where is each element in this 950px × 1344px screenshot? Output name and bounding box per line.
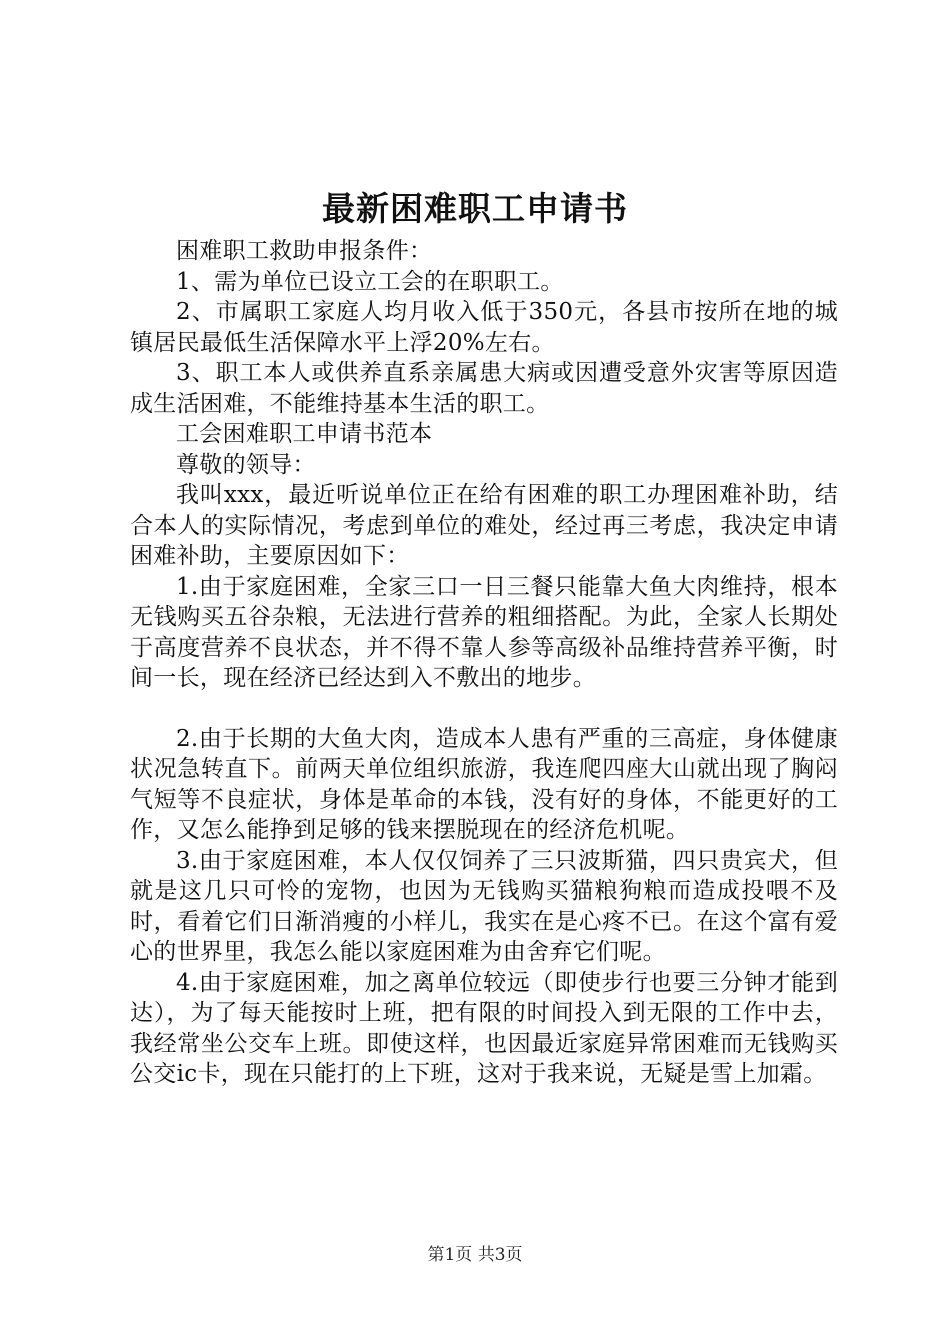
document-title: 最新困难职工申请书 [322,189,628,228]
paragraph-reason-3: 3.由于家庭困难，本人仅仅饲养了三只波斯猫，四只贵宾犬，但就是这几只可怜的宠物，也因为无钱购买猫粮狗粮而造成投喂不及时，看着它们日渐消瘦的小样儿，我实在是心疼不已。在这个富有爱心的世界里，我怎么能以家庭困难为由舍弃它们呢。 [130,847,838,965]
paragraph-reason-1: 1.由于家庭困难，全家三口一日三餐只能靠大鱼大肉维持，根本无钱购买五谷杂粮，无法进行营养的粗细搭配。为此，全家人长期处于高度营养不良状态，并不得不靠人参等高级补品维持营养平衡，时间一长，现在经济已经达到入不敷出的地步。 [130,573,838,691]
paragraph-condition-1: 1、需为单位已设立工会的在职职工。 [176,268,564,295]
paragraph-conditions-heading: 困难职工救助申报条件： [176,238,433,264]
paragraph-condition-3: 3、职工本人或供养直系亲属患大病或因遭受意外灾害等原因造成生活困难，不能维持基本生活的职工。 [130,360,838,417]
paragraph-reason-2: 2.由于长期的大鱼大肉，造成本人患有严重的三高症，身体健康状况急转直下。前两天单位组织旅游，我连爬四座大山就出现了胸闷气短等不良症状，身体是革命的本钱，没有好的身体，不能更好的工作，又怎么能挣到足够的钱来摆脱现在的经济危机呢。 [130,725,838,843]
paragraph-intro: 我叫xxx，最近听说单位正在给有困难的职工办理困难补助，结合本人的实际情况，考虑到单位的难处，经过再三考虑，我决定申请困难补助，主要原因如下： [130,482,838,569]
paragraph-template-heading: 工会困难职工申请书范本 [176,421,433,447]
paragraph-salutation: 尊敬的领导： [176,451,316,478]
document-body [130,236,838,1090]
paragraph-reason-4: 4.由于家庭困难，加之离单位较远（即使步行也要三分钟才能到达），为了每天能按时上班，把有限的时间投入到无限的工作中去，我经常坐公交车上班。即使这样，也因最近家庭异常困难而无钱购买公交ic卡，现在只能打的上下班，这对于我来说，无疑是雪上加霜。 [130,969,838,1087]
paragraph-condition-2: 2、市属职工家庭人均月收入低于350元，各县市按所在地的城镇居民最低生活保障水平上浮20%左右。 [130,299,838,356]
page-footer: 第1页 共3页 [427,1245,523,1265]
